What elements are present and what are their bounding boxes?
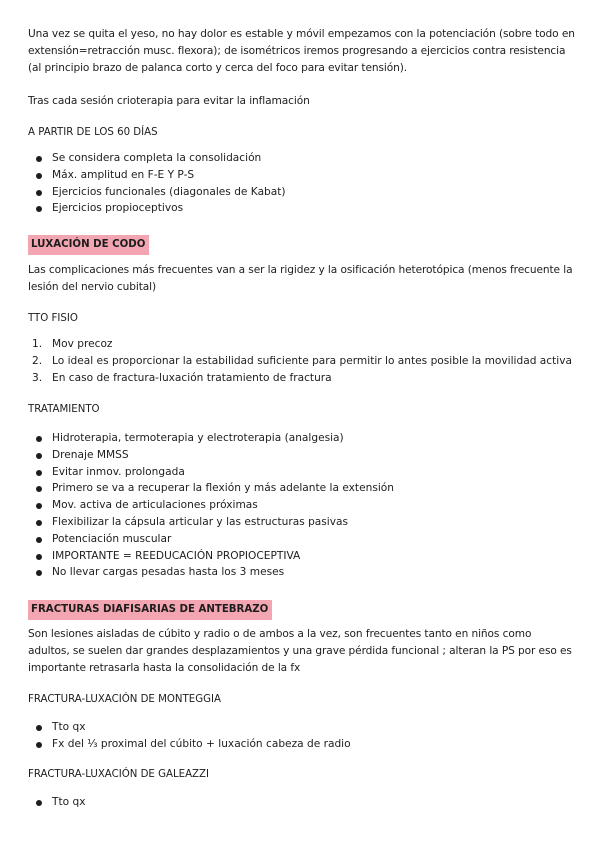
intro-paragraph: Una vez se quita el yeso, no hay dolor es estable y móvil empezamos con la potenciación (sobre todo en extensión=retracción musc. flexora); de isométricos iremos progresando a ejercicios contra resistencia (al principio brazo de palanca corto y cerca del foco para evitar tensión).	[28, 28, 575, 74]
monteggia-heading: FRACTURA-LUXACIÓN DE MONTEGGIA	[28, 694, 221, 705]
list-item: Mov. activa de articulaciones próximas	[28, 497, 576, 514]
fracturas-title: FRACTURAS DIAFISARIAS DE ANTEBRAZO	[28, 600, 272, 620]
list-item: IMPORTANTE = REEDUCACIÓN PROPIOCEPTIVA	[28, 548, 576, 565]
crioterapia-note: Tras cada sesión crioterapia para evitar la inflamación	[28, 95, 310, 107]
list-item: Evitar inmov. prolongada	[28, 464, 576, 481]
a-partir-heading: A PARTIR DE LOS 60 DÍAS	[28, 127, 158, 138]
luxacion-codo-paragraph: Las complicaciones más frecuentes van a ser la rigidez y la osificación heterotópica (menos frecuente la lesión del nervio cubital)	[28, 264, 573, 293]
luxacion-codo-title-wrap	[28, 232, 576, 255]
tto-fisio-heading: TTO FISIO	[28, 313, 78, 324]
list-item	[28, 336, 576, 353]
galeazzi-list	[28, 794, 576, 811]
list-item	[28, 370, 576, 387]
list-item: Hidroterapia, termoterapia y electroterapia (analgesia)	[28, 430, 576, 447]
a-partir-list	[28, 150, 576, 217]
list-item: Fx del ⅓ proximal del cúbito + luxación cabeza de radio	[28, 736, 576, 753]
tratamiento-list	[28, 430, 576, 581]
list-item: Potenciación muscular	[28, 531, 576, 548]
list-item: Drenaje MMSS	[28, 447, 576, 464]
fracturas-paragraph: Son lesiones aisladas de cúbito y radio o de ambos a la vez, son frecuentes tanto en niños como adultos, se suelen dar grandes desplazamientos y una grave pérdida funcional ; alteran la PS por eso es importante retrasarla hasta la consolidación de la fx	[28, 628, 572, 674]
list-number: 3.	[32, 371, 43, 384]
luxacion-codo-title: LUXACIÓN DE CODO	[28, 235, 149, 255]
list-item: Se considera completa la consolidación	[28, 150, 576, 167]
fracturas-title-wrap	[28, 597, 576, 620]
list-number: 2.	[32, 354, 43, 367]
list-text: Lo ideal es proporcionar la estabilidad suficiente para permitir lo antes posible la movilidad activa	[52, 354, 572, 367]
list-text: En caso de fractura-luxación tratamiento de fractura	[52, 371, 332, 384]
list-item: Flexibilizar la cápsula articular y las estructuras pasivas	[28, 514, 576, 531]
list-item: No llevar cargas pesadas hasta los 3 meses	[28, 564, 576, 581]
list-text: Mov precoz	[52, 338, 113, 350]
list-item	[28, 353, 576, 370]
list-number: 1.	[32, 338, 43, 350]
list-item: Ejercicios propioceptivos	[28, 200, 576, 217]
list-item: Ejercicios funcionales (diagonales de Kabat)	[28, 184, 576, 201]
list-item: Tto qx	[28, 794, 576, 811]
tto-fisio-list	[28, 336, 576, 386]
list-item: Tto qx	[28, 719, 576, 736]
list-item: Máx. amplitud en F-E Y P-S	[28, 167, 576, 184]
list-item: Primero se va a recuperar la flexión y más adelante la extensión	[28, 480, 576, 497]
tratamiento-heading: TRATAMIENTO	[28, 404, 100, 415]
monteggia-list	[28, 719, 576, 753]
galeazzi-heading: FRACTURA-LUXACIÓN DE GALEAZZI	[28, 769, 210, 780]
